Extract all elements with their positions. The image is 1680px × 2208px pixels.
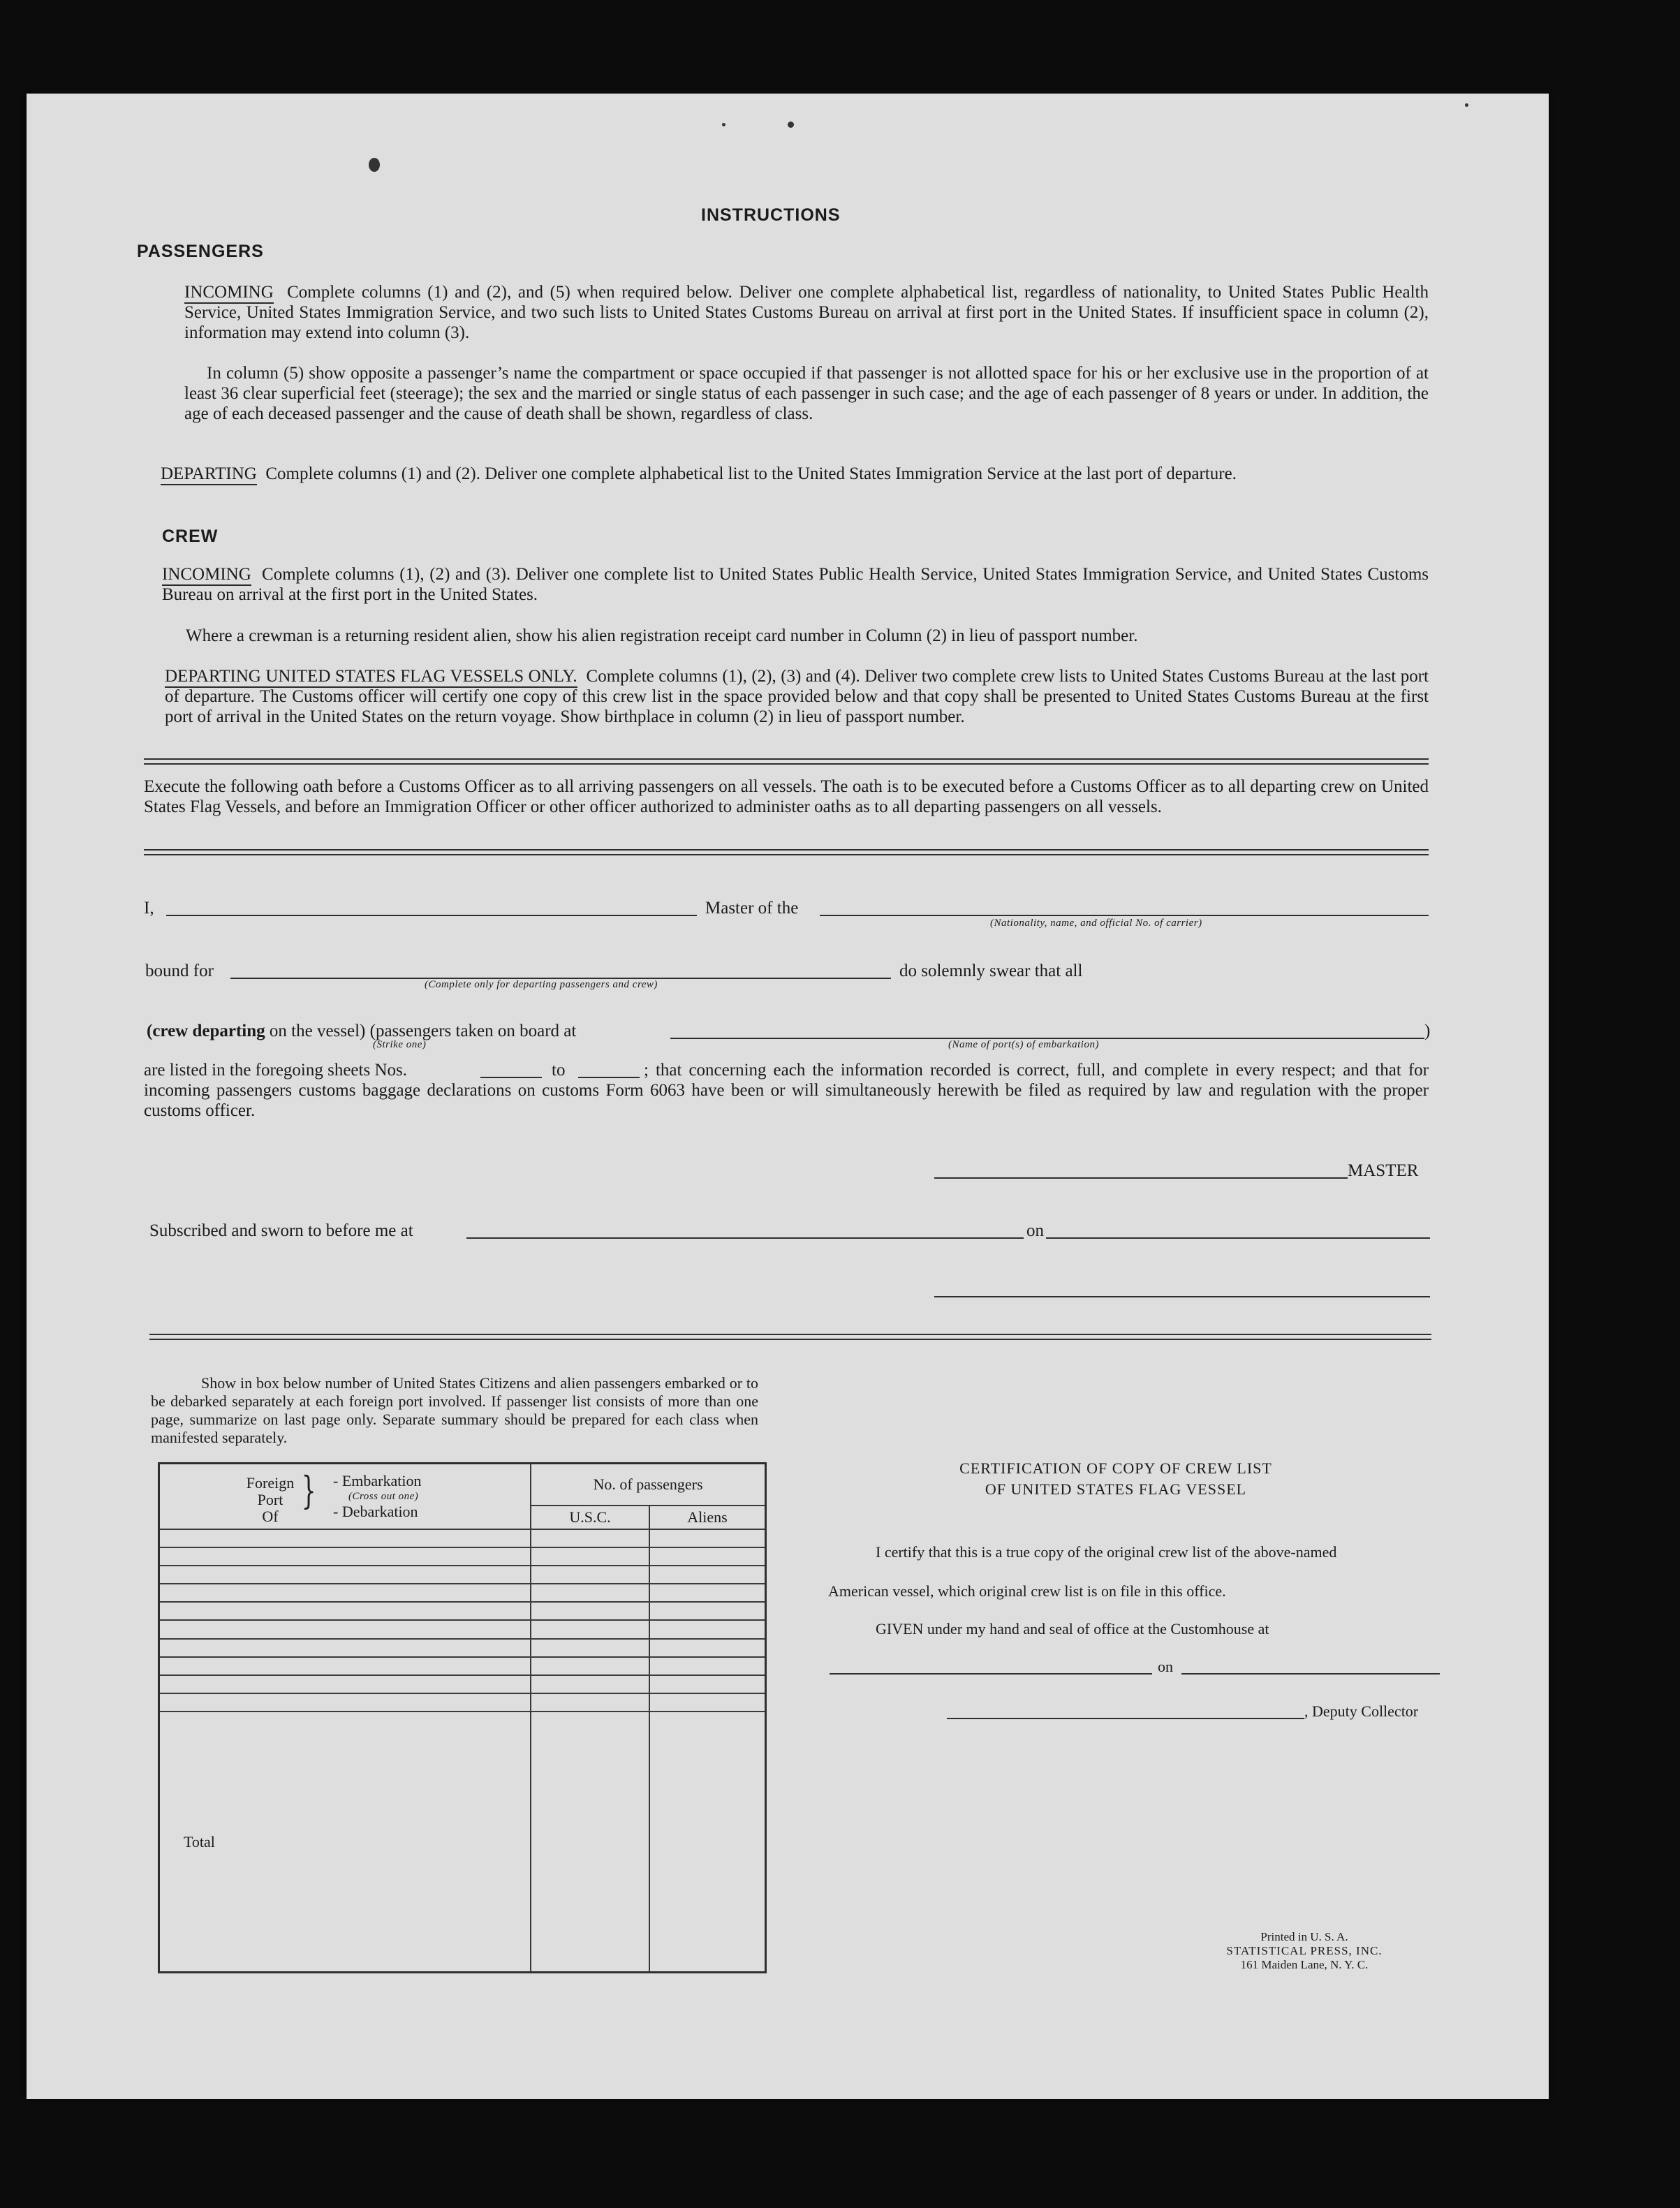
port-cell[interactable] <box>159 1566 531 1584</box>
usc-cell[interactable] <box>531 1639 649 1657</box>
oath-instruction: Execute the following oath before a Customs Officer as to all arriving passengers on all vessels. The oath is to be executed before a Customs Officer as to all departing crew on United States Flag Vessels, and before an Immigration Officer or other officer authorized to administer oaths as to all departing passengers on all vessels. <box>144 777 1429 816</box>
port-cell[interactable] <box>159 1620 531 1638</box>
aliens-cell[interactable] <box>649 1584 766 1602</box>
table-row <box>159 1620 766 1638</box>
close-paren: ) <box>1424 1022 1431 1040</box>
divider <box>149 1334 1431 1340</box>
debarkation-option[interactable]: - Debarkation <box>333 1502 418 1520</box>
usc-total-cell[interactable] <box>531 1712 649 1972</box>
aliens-cell[interactable] <box>649 1529 766 1547</box>
ports-caption: (Name of port(s) of embarkation) <box>948 1039 1099 1050</box>
master-name-field[interactable] <box>166 915 697 916</box>
passengers-taken-option[interactable]: (passengers taken on board at <box>369 1022 577 1040</box>
foreign-label: Foreign <box>246 1473 295 1492</box>
passengers-incoming-paragraph <box>184 282 1429 343</box>
table-row <box>159 1675 766 1693</box>
speck <box>788 122 794 128</box>
port-label: Port <box>257 1490 283 1508</box>
summary-instruction: Show in box below number of United States Citizens and alien passengers embarked or to be debarked separately at each foreign port involved. If passenger list consists of more than one page, summarize on last page only. Separate summary should be prepared for each class when manifested separately. <box>151 1374 758 1446</box>
speck <box>1465 103 1468 107</box>
nationality-caption: (Nationality, name, and official No. of carrier) <box>990 918 1202 929</box>
aliens-cell[interactable] <box>649 1639 766 1657</box>
aliens-total-cell[interactable] <box>649 1712 766 1972</box>
aliens-cell[interactable] <box>649 1547 766 1566</box>
usc-cell[interactable] <box>531 1657 649 1675</box>
strike-one-caption: (Strike one) <box>373 1039 427 1050</box>
sworn-on-label: on <box>1026 1221 1044 1240</box>
given-text: GIVEN under my hand and seal of office at the Customhouse at <box>876 1620 1269 1637</box>
certification-date-field[interactable] <box>1181 1673 1440 1675</box>
passengers-incoming-text: Complete columns (1) and (2), and (5) when required below. Deliver one complete alphabetical list, regardless of nationality, to United States Public Health Service, United States Immigration Service, and two such lists to United States Customs Bureau on arrival at first port in the United States. If insufficient space in column (2), information may extend into column (3). <box>184 283 1429 342</box>
no-of-passengers-header: No. of passengers <box>531 1464 766 1506</box>
port-cell[interactable] <box>159 1547 531 1566</box>
usc-cell[interactable] <box>531 1584 649 1602</box>
passengers-heading: PASSENGERS <box>137 242 264 261</box>
american-vessel-text: American vessel, which original crew list is on file in this office. <box>828 1582 1226 1600</box>
crew-heading: CREW <box>162 527 219 546</box>
crew-incoming-label: INCOMING <box>162 565 251 586</box>
printer-line-1: Printed in U. S. A. <box>1260 1930 1348 1943</box>
aliens-cell[interactable] <box>649 1693 766 1712</box>
usc-cell[interactable] <box>531 1602 649 1620</box>
port-cell[interactable] <box>159 1657 531 1675</box>
aliens-header: Aliens <box>649 1506 766 1529</box>
carrier-field[interactable] <box>820 915 1429 916</box>
aliens-cell[interactable] <box>649 1620 766 1638</box>
listed-rest: ; that concerning each the information recorded is correct, full, and complete in every respect; and that for incoming passengers customs baggage declarations on customs Form 6063 have been or will simultaneously herewith be filed as required by law and regulation with the proper customs officer. <box>144 1061 1429 1120</box>
total-row <box>159 1712 766 1972</box>
table-row <box>159 1639 766 1657</box>
port-cell[interactable] <box>159 1693 531 1712</box>
crew-incoming-paragraph <box>162 564 1429 605</box>
table-row <box>159 1602 766 1620</box>
usc-cell[interactable] <box>531 1547 649 1566</box>
customhouse-field[interactable] <box>830 1673 1152 1675</box>
master-of-the-label: Master of the <box>705 899 799 918</box>
usc-cell[interactable] <box>531 1529 649 1547</box>
passengers-departing-paragraph <box>161 464 1429 484</box>
certification-heading-1: CERTIFICATION OF COPY OF CREW LIST <box>959 1459 1272 1477</box>
subscribed-label: Subscribed and sworn to before me at <box>149 1221 413 1240</box>
to-label: to <box>552 1061 566 1080</box>
divider <box>144 849 1429 855</box>
speck <box>369 158 380 172</box>
master-label: MASTER <box>1348 1161 1419 1180</box>
oath-i-label: I, <box>144 899 154 918</box>
deputy-collector-signature-field[interactable] <box>947 1718 1304 1719</box>
usc-header: U.S.C. <box>531 1506 649 1529</box>
speck <box>722 123 725 126</box>
passengers-column5-paragraph: In column (5) show opposite a passenger’s name the compartment or space occupied if that passenger is not allotted space for his or her exclusive use in the proportion of at least 36 clear superficial feet (steerage); the sex and the married or single status of each passenger in such case; and the age of each passenger of 8 years or under. In addition, the age of each deceased passenger and the cause of death shall be shown, regardless of class. <box>184 364 1429 423</box>
on-the-vessel: on the vessel) <box>269 1022 366 1040</box>
port-cell[interactable] <box>159 1675 531 1693</box>
embarkation-option[interactable]: - Embarkation <box>333 1471 422 1489</box>
crew-departing-label: DEPARTING UNITED STATES FLAG VESSELS ONLY. <box>165 667 577 688</box>
crew-departing-text: Complete columns (1), (2), (3) and (4). Deliver two complete crew lists to United States Customs Bureau at the last port of departure. The Customs officer will certify one copy of this crew list in the space provided below and that copy shall be presented to United States Customs Bureau at the first port of arrival in the United States on the return voyage. Show birthplace in column (2) in lieu of passport number. <box>165 667 1429 726</box>
crew-incoming-text: Complete columns (1), (2) and (3). Deliver one complete list to United States Public Health Service, United States Immigration Service, and United States Customs Bureau on arrival at the first port in the United States. <box>162 565 1429 604</box>
certify-text: I certify that this is a true copy of the original crew list of the above-named <box>876 1543 1337 1561</box>
usc-cell[interactable] <box>531 1620 649 1638</box>
complete-only-caption: (Complete only for departing passengers and crew) <box>425 979 658 990</box>
listed-in-label: are listed in the foregoing sheets Nos. <box>144 1061 407 1080</box>
table-row <box>159 1584 766 1602</box>
aliens-cell[interactable] <box>649 1566 766 1584</box>
crew-departing-paragraph <box>165 666 1429 727</box>
passengers-departing-text: Complete columns (1) and (2). Deliver one complete alphabetical list to the United States Immigration Service at the last port of departure. <box>265 464 1237 483</box>
aliens-cell[interactable] <box>649 1602 766 1620</box>
divider <box>144 758 1429 765</box>
usc-cell[interactable] <box>531 1693 649 1712</box>
cross-out-caption: (Cross out one) <box>348 1490 419 1502</box>
officer-signature-field[interactable] <box>934 1296 1430 1297</box>
certification-on-label: on <box>1158 1658 1173 1675</box>
master-signature-field[interactable] <box>934 1177 1348 1179</box>
crew-passengers-line <box>147 1021 576 1041</box>
usc-cell[interactable] <box>531 1675 649 1693</box>
deputy-collector-label: , Deputy Collector <box>1304 1702 1419 1720</box>
total-label: Total <box>159 1712 531 1972</box>
sworn-place-field[interactable] <box>466 1237 1024 1239</box>
page-title: INSTRUCTIONS <box>701 205 841 225</box>
port-cell[interactable] <box>159 1602 531 1620</box>
table-row <box>159 1547 766 1566</box>
swear-label: do solemnly swear that all <box>899 962 1083 980</box>
bound-for-label: bound for <box>145 962 214 980</box>
port-cell[interactable] <box>159 1529 531 1547</box>
sworn-date-field[interactable] <box>1046 1237 1430 1239</box>
passenger-summary-table <box>158 1462 767 1973</box>
form-sheet <box>27 94 1549 2099</box>
crew-crewman-paragraph: Where a crewman is a returning resident alien, show his alien registration receipt card number in Column (2) in lieu of passport number. <box>186 626 1138 645</box>
table-row <box>159 1566 766 1584</box>
passengers-departing-label: DEPARTING <box>161 464 257 485</box>
crew-departing-option[interactable]: (crew departing <box>147 1022 265 1040</box>
printer-imprint <box>1214 1930 1395 1972</box>
passengers-incoming-label: INCOMING <box>184 283 274 304</box>
of-label: Of <box>262 1507 279 1525</box>
usc-cell[interactable] <box>531 1566 649 1584</box>
table-row <box>159 1693 766 1712</box>
port-cell[interactable] <box>159 1584 531 1602</box>
printer-line-3: 161 Maiden Lane, N. Y. C. <box>1240 1958 1369 1971</box>
table-row <box>159 1657 766 1675</box>
table-row <box>159 1529 766 1547</box>
port-cell[interactable] <box>159 1639 531 1657</box>
printer-line-2: STATISTICAL PRESS, INC. <box>1226 1944 1383 1957</box>
aliens-cell[interactable] <box>649 1657 766 1675</box>
certification-heading-2: OF UNITED STATES FLAG VESSEL <box>985 1480 1247 1498</box>
brace-icon: } <box>301 1468 316 1513</box>
aliens-cell[interactable] <box>649 1675 766 1693</box>
port-header-cell <box>159 1464 531 1529</box>
